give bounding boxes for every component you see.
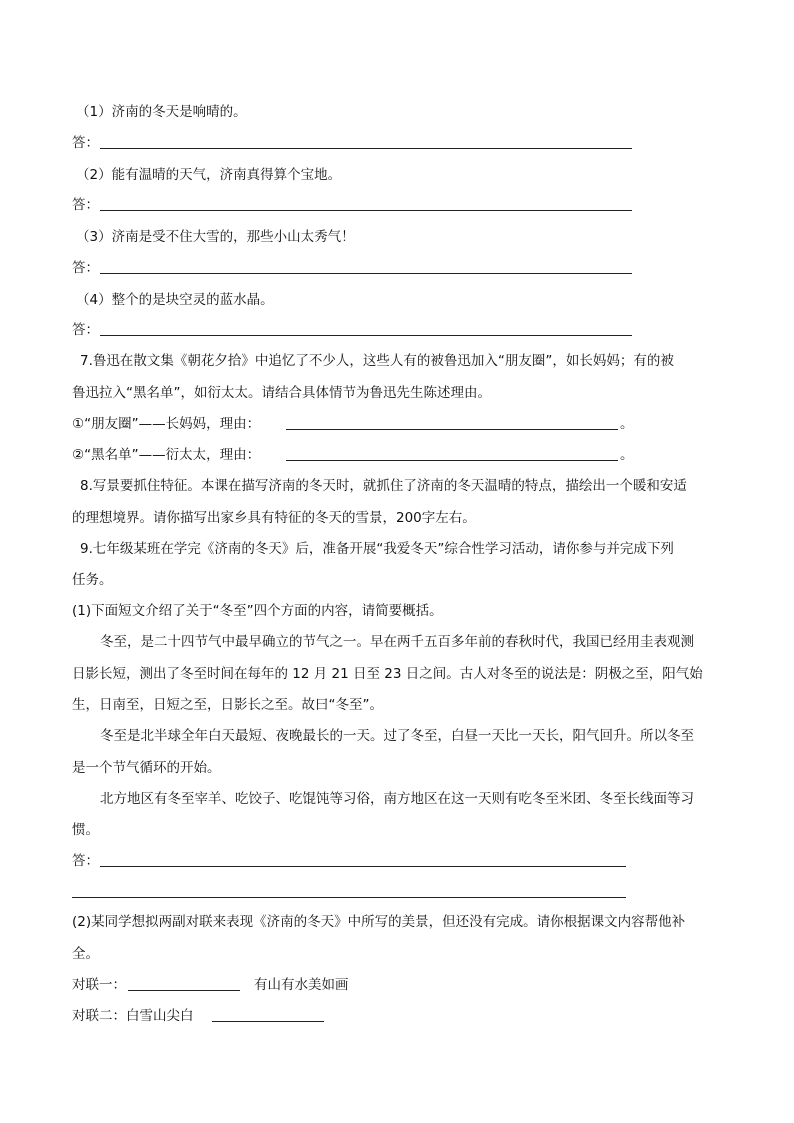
couplet2-blank[interactable] [212,1021,324,1022]
q6-answer-line-3[interactable] [100,273,632,274]
q6-item-1: （1）济南的冬天是响晴的。 [76,104,247,120]
q9-sub2-prompt-line-1: (2)某同学想拟两副对联来表现《济南的冬天》中所写的美景，但还没有完成。请你根据课文内容帮他补 [72,914,686,930]
q9-sub1-prompt: (1)下面短文介绍了关于“冬至”四个方面的内容，请简要概括。 [72,603,443,619]
q9-text-line-2: 任务。 [72,572,113,588]
q7-blacklist-answer-line[interactable] [286,460,618,461]
q7-blacklist-label: ②“黑名单”——衍太太，理由： [72,447,261,463]
q7-text-line-2: 鲁迅拉入“黑名单”，如衍太太。请结合具体情节为鲁迅先生陈述理由。 [72,385,491,401]
passage-line-5: 是一个节气循环的开始。 [72,760,221,776]
couplet2-label: 对联二：白雪山尖白 [72,1008,194,1024]
couplet1-blank[interactable] [128,990,240,991]
q6-answer-line-4[interactable] [100,335,632,336]
q7-friend-end: 。 [620,416,634,432]
passage-line-4: 冬至是北半球全年白天最短、夜晚最长的一天。过了冬至，白昼一天比一天长，阳气回升。所以冬至 [100,728,694,744]
q9-sub1-answer-line-1[interactable] [100,866,626,867]
q6-answer-line-1[interactable] [100,148,632,149]
passage-line-1: 冬至，是二十四节气中最早确立的节气之一。早在两千五百多年前的春秋时代，我国已经用圭表观测 [100,634,694,650]
q6-item-3: （3）济南是受不住大雪的，那些小山太秀气！ [76,229,355,245]
q6-answer-label-4: 答： [72,322,99,338]
q6-item-2: （2）能有温晴的天气，济南真得算个宝地。 [76,167,342,183]
q6-answer-line-2[interactable] [100,210,632,211]
q9-sub1-answer-label: 答： [72,853,99,869]
q7-text-line-1: 7.鲁迅在散文集《朝花夕拾》中追忆了不少人，这些人有的被鲁迅加入“朋友圈”，如长妈妈；有的被 [80,353,674,369]
q7-friend-label: ①“朋友圈”——长妈妈，理由： [72,416,261,432]
q9-sub2-prompt-line-2: 全。 [72,946,99,962]
q6-answer-label-2: 答： [72,197,99,213]
q9-sub1-answer-line-2[interactable] [72,897,626,898]
passage-line-6: 北方地区有冬至宰羊、吃饺子、吃馄饨等习俗，南方地区在这一天则有吃冬至米团、冬至长线面等习 [100,791,694,807]
q6-answer-label-1: 答： [72,135,99,151]
passage-line-3: 生，日南至，日短之至，日影长之至。故曰“冬至”。 [72,697,383,713]
passage-line-2: 日影长短，测出了冬至时间在每年的 12 月 21 日至 23 日之间。古人对冬至的说法是：阴极之至，阳气始 [72,666,703,682]
q7-blacklist-end: 。 [620,447,634,463]
q6-item-4: （4）整个的是块空灵的蓝水晶。 [76,292,274,308]
q6-answer-label-3: 答： [72,260,99,276]
q8-text-line-2: 的理想境界。请你描写出家乡具有特征的冬天的雪景，200字左右。 [72,510,476,526]
q9-text-line-1: 9.七年级某班在学完《济南的冬天》后，准备开展“我爱冬天”综合性学习活动，请你参与并完成下列 [80,541,674,557]
q7-friend-answer-line[interactable] [286,429,618,430]
couplet1-given: 有山有水美如画 [254,977,349,993]
q8-text-line-1: 8.写景要抓住特征。本课在描写济南的冬天时，就抓住了济南的冬天温晴的特点，描绘出一个暖和安适 [80,478,687,494]
passage-line-7: 惯。 [72,822,99,838]
couplet1-label: 对联一： [72,977,126,993]
